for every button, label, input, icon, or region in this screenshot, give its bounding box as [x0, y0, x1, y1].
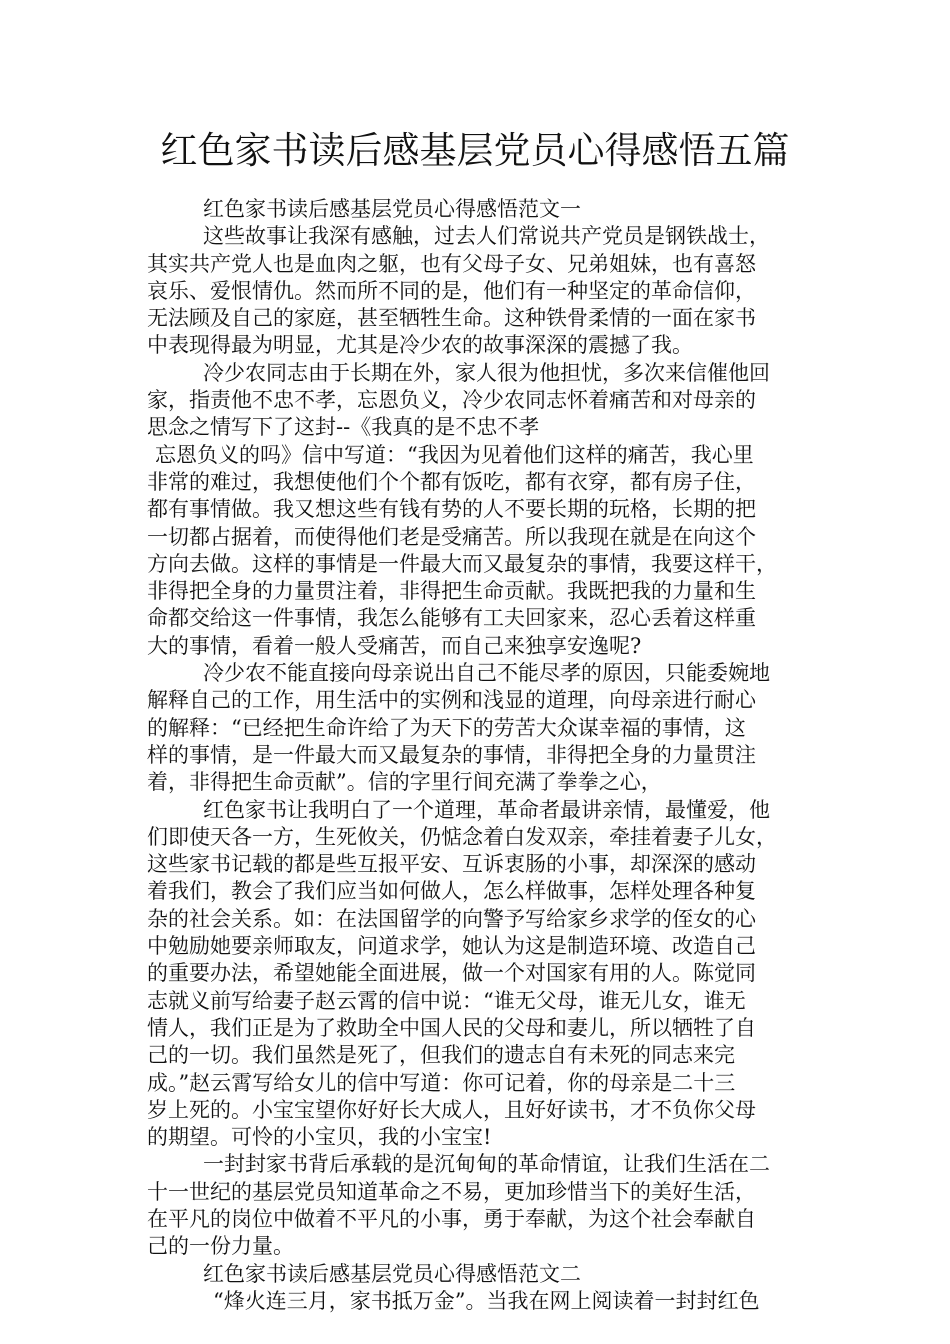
document-title: 红色家书读后感基层党员心得感悟五篇 [160, 129, 790, 172]
paragraph-line: 中勉励她要亲师取友，问道求学，她认为这是制造环境、改造自己 [147, 934, 756, 959]
paragraph-line: 冷少农同志由于长期在外，家人很为他担忧，多次来信催他回 [203, 360, 770, 385]
paragraph-line: 在平凡的岗位中做着不平凡的小事，勇于奉献，为这个社会奉献自 [147, 1206, 756, 1231]
paragraph-line: 方向去做。这样的事情是一件最大而又最复杂的事情，我要这样干， [147, 551, 777, 576]
paragraph-line: 己的一切。我们虽然是死了，但我们的遗志自有未死的同志来完 [147, 1043, 735, 1068]
paragraph-line: 哀乐、爱恨情仇。然而所不同的是，他们有一种坚定的革命信仰， [147, 278, 756, 303]
paragraph-line: 都有事情做。我又想这些有钱有势的人不要长期的玩格，长期的把 [147, 497, 756, 522]
paragraph-line: 一切都占据着，而使得他们老是受痛苦。所以我现在就是在向这个 [147, 524, 756, 549]
paragraph-line: 忘恩负义的吗》信中写道：“我因为见着他们这样的痛苦，我心里 [155, 442, 754, 467]
paragraph-line: 一封封家书背后承载的是沉甸甸的革命情谊，让我们生活在二 [203, 1152, 770, 1177]
paragraph-line: 冷少农不能直接向母亲说出自己不能尽孝的原因，只能委婉地 [203, 661, 770, 686]
paragraph-line: 的解释：“已经把生命许给了为天下的劳苦大众谋幸福的事情，这 [147, 715, 746, 740]
paragraph-line: 这些故事让我深有感触，过去人们常说共产党员是钢铁战士， [203, 224, 770, 249]
paragraph-line: 的期望。可怜的小宝贝，我的小宝宝! [147, 1125, 492, 1150]
paragraph-line: 样的事情，是一件最大而又最复杂的事情，非得把全身的力量贯注 [147, 742, 756, 767]
paragraph-line: 成。”赵云霄写给女儿的信中写道：你可记着，你的母亲是二十三 [147, 1070, 736, 1095]
paragraph-line: 己的一份力量。 [147, 1234, 294, 1259]
paragraph-line: “烽火连三月，家书抵万金”。当我在网上阅读着一封封红色 [213, 1288, 760, 1313]
paragraph-line: 志就义前写给妻子赵云霄的信中说：“谁无父母，谁无儿女，谁无 [147, 988, 746, 1013]
paragraph-line: 的重要办法，希望她能全面进展，做一个对国家有用的人。陈觉同 [147, 961, 756, 986]
paragraph-line: 岁上死的。小宝宝望你好好长大成人，且好好读书，才不负你父母 [147, 1097, 756, 1122]
paragraph-line: 红色家书让我明白了一个道理，革命者最讲亲情，最懂爱，他 [203, 797, 770, 822]
paragraph-line: 这些家书记载的都是些互报平安、互诉衷肠的小事，却深深的感动 [147, 852, 756, 877]
paragraph-line: 中表现得最为明显，尤其是冷少农的故事深深的震撼了我。 [147, 333, 693, 358]
paragraph-line: 们即使天各一方，生死攸关，仍惦念着白发双亲，牵挂着妻子儿女， [147, 824, 777, 849]
paragraph-line: 着我们，教会了我们应当如何做人，怎么样做事，怎样处理各种复 [147, 879, 756, 904]
paragraph-line: 解释自己的工作，用生活中的实例和浅显的道理，向母亲进行耐心 [147, 688, 756, 713]
paragraph-line: 大的事情，看着一般人受痛苦，而自己来独享安逸呢? [147, 633, 642, 658]
paragraph-line: 命都交给这一件事情，我怎么能够有工夫回家来，忍心丢着这样重 [147, 606, 756, 631]
paragraph-line: 十一世纪的基层党员知道革命之不易，更加珍惜当下的美好生活， [147, 1179, 756, 1204]
paragraph-line: 无法顾及自己的家庭，甚至牺牲生命。这种铁骨柔情的一面在家书 [147, 306, 756, 331]
section-heading: 红色家书读后感基层党员心得感悟范文二 [203, 1261, 581, 1286]
paragraph-line: 思念之情写下了这封--《我真的是不忠不孝 [147, 415, 540, 440]
paragraph-line: 其实共产党人也是血肉之躯，也有父母子女、兄弟姐妹，也有喜怒 [147, 251, 756, 276]
paragraph-line: 非得把全身的力量贯注着，非得把生命贡献。我既把我的力量和生 [147, 579, 756, 604]
paragraph-line: 非常的难过，我想使他们个个都有饭吃，都有衣穿，都有房子住， [147, 469, 756, 494]
section-heading: 红色家书读后感基层党员心得感悟范文一 [203, 197, 581, 221]
paragraph-line: 家，指责他不忠不孝，忘恩负义，冷少农同志怀着痛苦和对母亲的 [147, 388, 756, 413]
paragraph-line: 着，非得把生命贡献”。信的字里行间充满了拳拳之心， [147, 770, 662, 795]
document-body [147, 196, 807, 1315]
paragraph-line: 杂的社会关系。如：在法国留学的向警予写给家乡求学的侄女的心 [147, 906, 756, 931]
paragraph-line: 情人，我们正是为了救助全中国人民的父母和妻儿，所以牺牲了自 [147, 1015, 756, 1040]
